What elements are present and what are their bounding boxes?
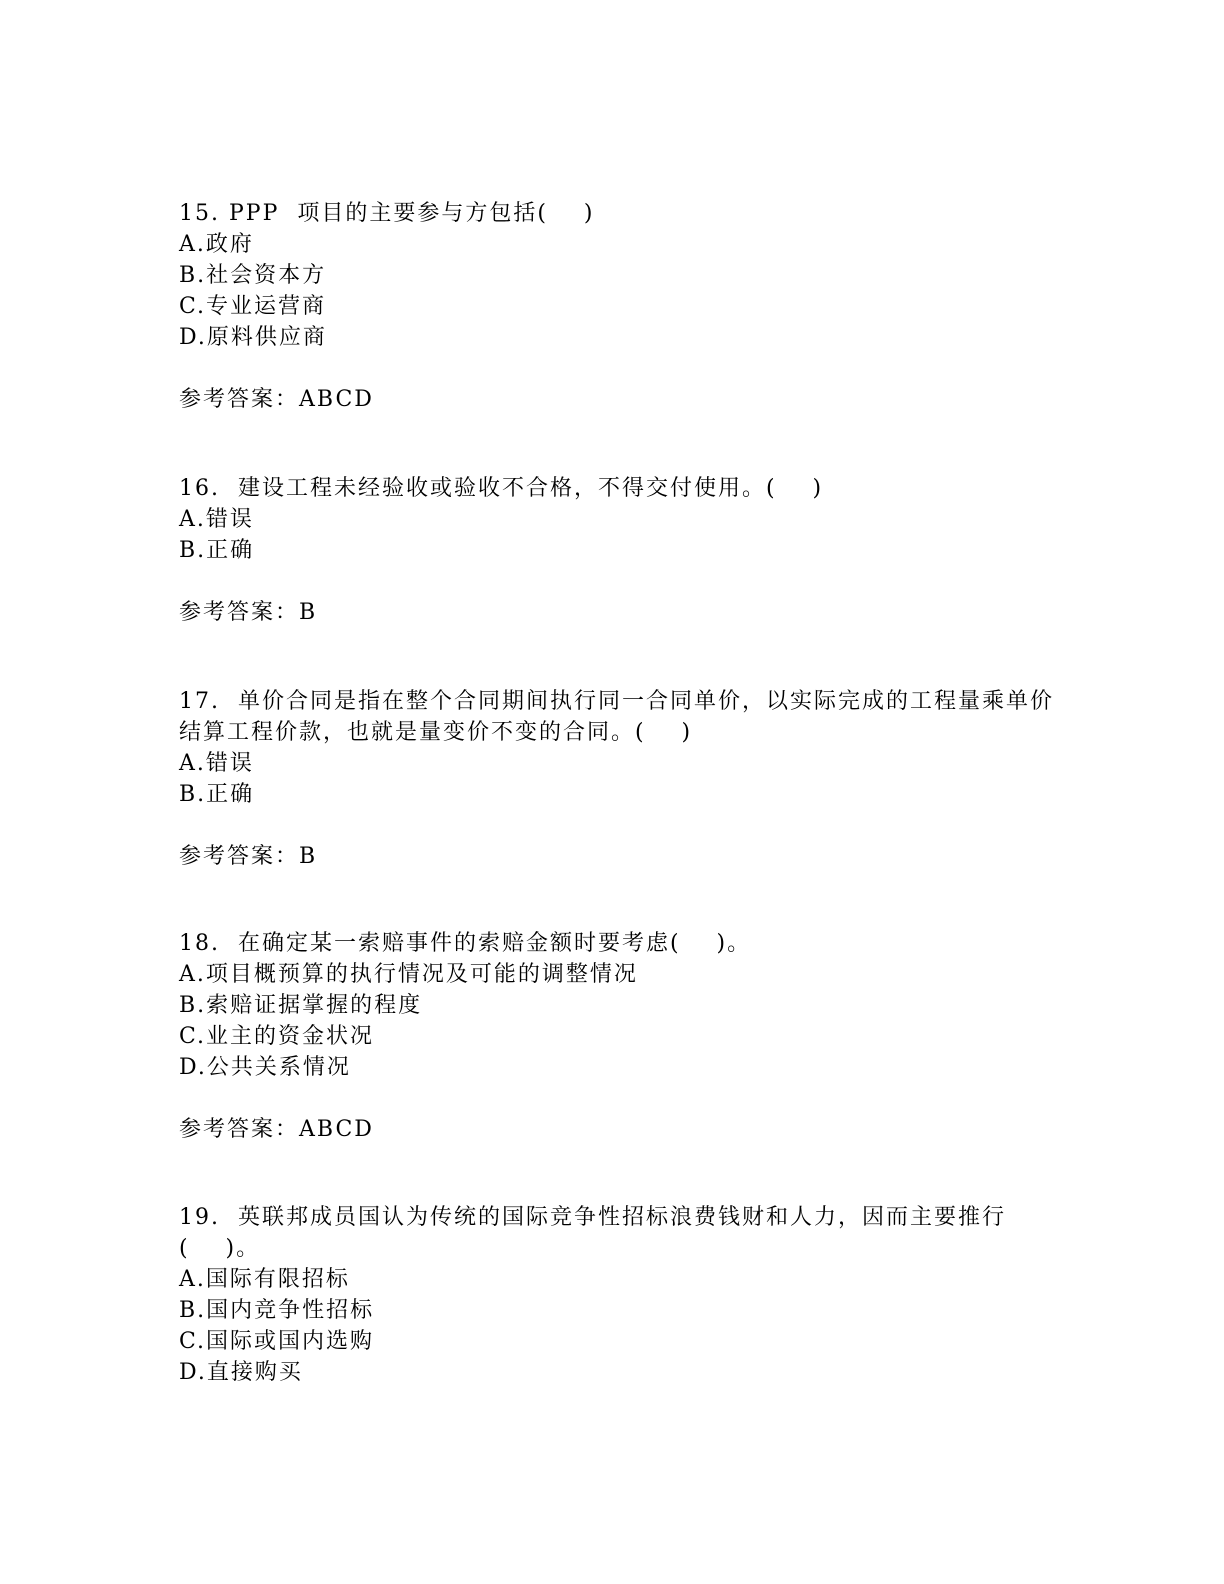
- reference-answer: 参考答案：B: [179, 844, 318, 869]
- question-stem-continued: 结算工程价款，也就是量变价不变的合同。( ): [179, 720, 693, 745]
- question-17: [179, 686, 1059, 872]
- question-16: [179, 473, 1059, 628]
- question-15: [179, 198, 1059, 415]
- question-stem-continued: ( )。: [179, 1236, 261, 1261]
- question-stem: 19. 英联邦成员国认为传统的国际竞争性招标浪费钱财和人力，因而主要推行: [179, 1205, 1006, 1230]
- reference-answer: 参考答案：B: [179, 600, 318, 625]
- option-a: A.项目概预算的执行情况及可能的调整情况: [179, 962, 638, 987]
- option-a: A.政府: [179, 232, 254, 257]
- option-b: B.正确: [179, 782, 255, 807]
- option-c: C.国际或国内选购: [179, 1329, 375, 1354]
- question-stem: 15. PPP 项目的主要参与方包括( ): [179, 201, 595, 226]
- option-b: B.索赔证据掌握的程度: [179, 993, 423, 1018]
- question-19: [179, 1202, 1059, 1388]
- option-c: C.专业运营商: [179, 294, 327, 319]
- option-d: D.直接购买: [179, 1360, 303, 1385]
- question-stem: 16. 建设工程未经验收或验收不合格，不得交付使用。( ): [179, 476, 824, 501]
- option-a: A.错误: [179, 751, 254, 776]
- option-b: B.正确: [179, 538, 255, 563]
- question-18: [179, 928, 1059, 1145]
- reference-answer: 参考答案：ABCD: [179, 387, 374, 412]
- question-stem: 17. 单价合同是指在整个合同期间执行同一合同单价，以实际完成的工程量乘单价: [179, 689, 1054, 714]
- option-b: B.国内竞争性招标: [179, 1298, 375, 1323]
- option-a: A.国际有限招标: [179, 1267, 350, 1292]
- option-d: D.原料供应商: [179, 325, 327, 350]
- option-c: C.业主的资金状况: [179, 1024, 375, 1049]
- option-a: A.错误: [179, 507, 254, 532]
- question-stem: 18. 在确定某一索赔事件的索赔金额时要考虑( )。: [179, 931, 752, 956]
- option-d: D.公共关系情况: [179, 1055, 351, 1080]
- reference-answer: 参考答案：ABCD: [179, 1117, 374, 1142]
- option-b: B.社会资本方: [179, 263, 327, 288]
